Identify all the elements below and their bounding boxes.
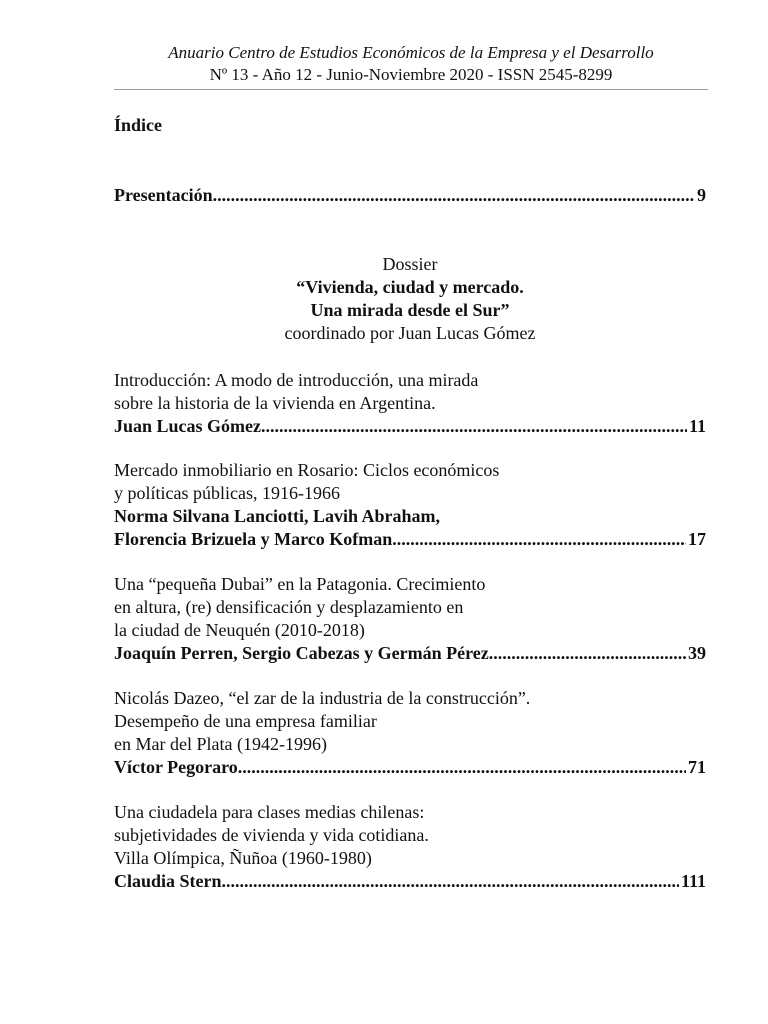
header-divider bbox=[114, 89, 708, 90]
entry-title-line: la ciudad de Neuquén (2010-2018) bbox=[114, 620, 365, 640]
entry-title-line: sobre la historia de la vivienda en Argentina. bbox=[114, 393, 436, 413]
entry-title-line: Una “pequeña Dubai” en la Patagonia. Crecimiento bbox=[114, 574, 486, 594]
journal-title: Anuario Centro de Estudios Económicos de la Empresa y el Desarrollo bbox=[168, 43, 654, 62]
entry-author: Joaquín Perren, Sergio Cabezas y Germán Pérez bbox=[114, 643, 489, 663]
dossier-label: Dossier bbox=[382, 254, 438, 274]
page-number: 9 bbox=[697, 185, 706, 205]
entry-author-line: Norma Silvana Lanciotti, Lavih Abraham, bbox=[114, 506, 441, 526]
entry-author: Claudia Stern bbox=[114, 871, 222, 891]
dossier-heading bbox=[114, 253, 768, 345]
entry-title-line: Una ciudadela para clases medias chilenas: bbox=[114, 802, 425, 822]
dossier-coordinator: coordinado por Juan Lucas Gómez bbox=[284, 323, 536, 343]
index-title: Índice bbox=[114, 115, 163, 135]
dot-leader bbox=[222, 870, 679, 893]
toc-line bbox=[114, 415, 706, 438]
entry-title-line: en Mar del Plata (1942-1996) bbox=[114, 734, 327, 754]
toc-line bbox=[114, 870, 706, 893]
dot-leader bbox=[392, 528, 686, 551]
toc-entry bbox=[114, 801, 706, 893]
toc-label: Presentación bbox=[114, 185, 213, 205]
issue-info: Nº 13 - Año 12 - Junio-Noviembre 2020 - ISSN 2545-8299 bbox=[209, 65, 613, 84]
page-number: 11 bbox=[688, 416, 706, 436]
entry-title-line: subjetividades de vivienda y vida cotidiana. bbox=[114, 825, 429, 845]
page-number: 111 bbox=[680, 871, 706, 891]
toc-line bbox=[114, 528, 706, 551]
running-header bbox=[114, 42, 708, 86]
toc-entry bbox=[114, 459, 706, 551]
toc-entry bbox=[114, 573, 706, 665]
entry-title-line: Introducción: A modo de introducción, una mirada bbox=[114, 370, 479, 390]
dot-leader bbox=[238, 756, 686, 779]
entry-author: Florencia Brizuela y Marco Kofman bbox=[114, 529, 393, 549]
entry-title-line: Villa Olímpica, Ñuñoa (1960-1980) bbox=[114, 848, 372, 868]
entry-title-line: Mercado inmobiliario en Rosario: Ciclos económicos bbox=[114, 460, 500, 480]
page-number: 39 bbox=[688, 643, 706, 663]
dossier-title-line-1: “Vivienda, ciudad y mercado. bbox=[296, 277, 524, 297]
page-number: 71 bbox=[688, 757, 706, 777]
toc-line bbox=[114, 184, 706, 207]
toc-entry bbox=[114, 369, 706, 438]
dossier-title-line-2: Una mirada desde el Sur” bbox=[310, 300, 510, 320]
entry-title-line: en altura, (re) densificación y desplazamiento en bbox=[114, 597, 464, 617]
dot-leader bbox=[489, 642, 686, 665]
toc-entry-presentation bbox=[114, 184, 706, 207]
entry-title-line: Desempeño de una empresa familiar bbox=[114, 711, 377, 731]
entry-title-line: y políticas públicas, 1916-1966 bbox=[114, 483, 340, 503]
toc-line bbox=[114, 756, 706, 779]
dot-leader bbox=[213, 184, 695, 207]
toc-line bbox=[114, 642, 706, 665]
entry-author: Víctor Pegoraro bbox=[114, 757, 238, 777]
dot-leader bbox=[261, 415, 687, 438]
page-number: 17 bbox=[688, 529, 706, 549]
entry-author: Juan Lucas Gómez bbox=[114, 416, 262, 436]
entry-title-line: Nicolás Dazeo, “el zar de la industria de la construcción”. bbox=[114, 688, 531, 708]
toc-entry bbox=[114, 687, 706, 779]
